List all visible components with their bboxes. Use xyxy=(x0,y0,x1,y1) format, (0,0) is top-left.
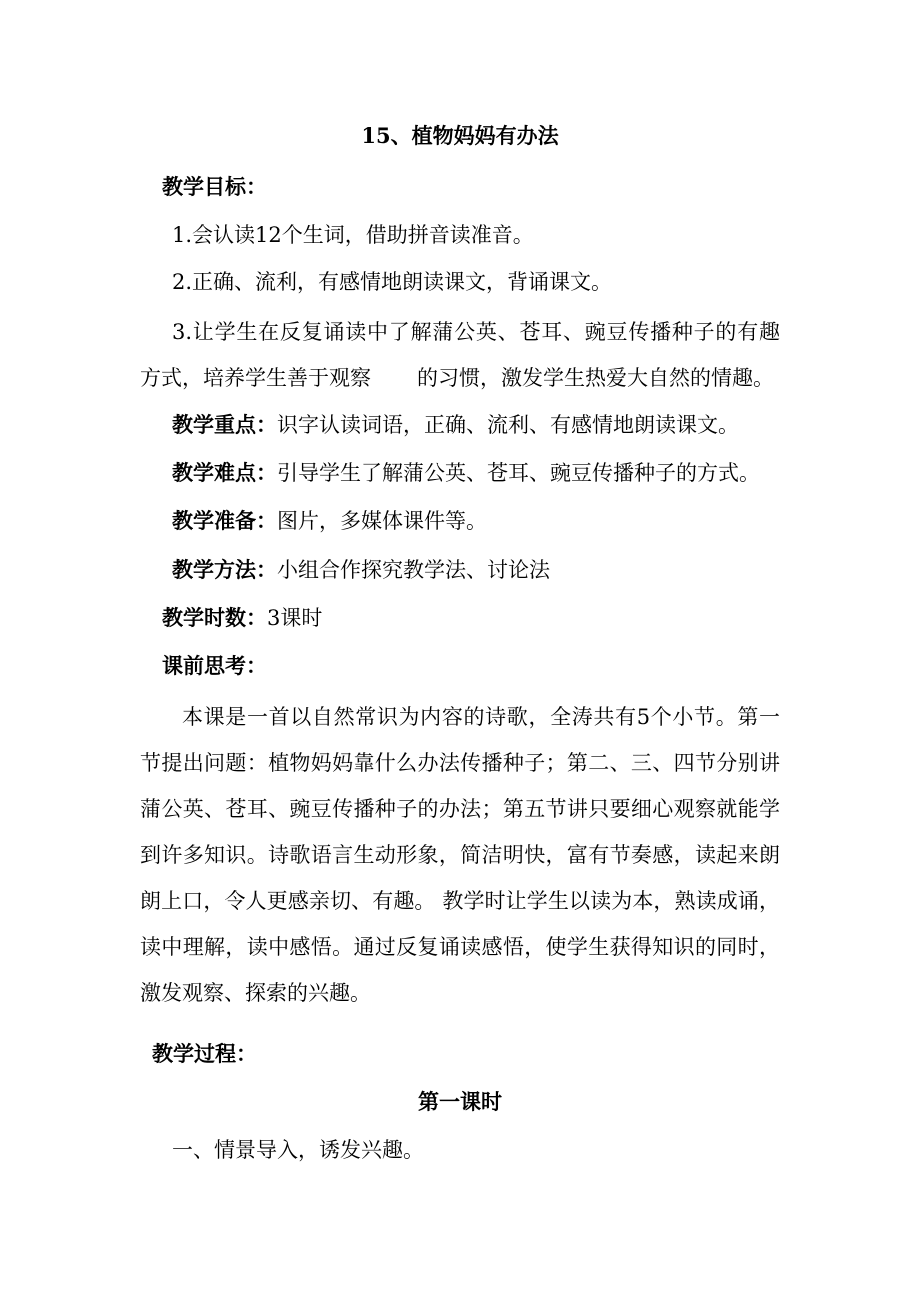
preparation-label: 教学准备： xyxy=(172,508,277,533)
difficulties-label: 教学难点： xyxy=(172,460,277,485)
goal-item-1: 1.会认读12个生词，借助拼音读准音。 xyxy=(172,223,534,247)
reflection-heading: 课前思考： xyxy=(162,653,267,678)
reflection-body: 本课是一首以自然常识为内容的诗歌，全涛共有5个小节。第一节提出问题：植物妈妈靠什么办法传播种子；第二、三、四节分别讲蒲公英、苍耳、豌豆传播种子的办法；第五节讲只要细心观察就能学到许多知识。诗歌语言生动形象，简洁明快，富有节奏感，读起来朗朗上口，令人更感亲切、有趣。 教学时让学生以读为本，熟读成诵，读中理解，读中感悟。通过反复诵读感悟，使学生获得知识的同时，激发观察、探索的兴趣。 xyxy=(140,705,780,1005)
methods-text: 小组合作探究教学法、讨论法 xyxy=(277,558,550,582)
difficulties-text: 引导学生了解蒲公英、苍耳、豌豆传播种子的方式。 xyxy=(277,461,760,485)
document-title: 15、植物妈妈有办法 xyxy=(361,123,559,148)
step-one: 一、情景导入，诱发兴趣。 xyxy=(172,1138,424,1162)
preparation-row xyxy=(172,507,487,535)
goal-item-2: 2.正确、流利，有感情地朗读课文，背诵课文。 xyxy=(172,270,613,294)
difficulties-row xyxy=(172,459,760,487)
hours-text: 3课时 xyxy=(267,606,323,630)
preparation-text: 图片，多媒体课件等。 xyxy=(277,509,487,533)
goal-item-3-text: 3.让学生在反复诵读中了解蒲公英、苍耳、豌豆传播种子的有趣方式，培养学生善于观察 xyxy=(140,320,780,390)
methods-label: 教学方法： xyxy=(172,557,277,582)
key-points-text: 识字认读词语，正确、流利、有感情地朗读课文。 xyxy=(277,413,739,437)
process-heading: 教学过程： xyxy=(152,1041,257,1066)
goals-heading: 教学目标： xyxy=(162,174,267,199)
methods-row xyxy=(172,556,550,584)
lesson-heading: 第一课时 xyxy=(418,1089,502,1114)
key-points-label: 教学重点： xyxy=(172,412,277,437)
key-points-row xyxy=(172,411,739,439)
hours-row xyxy=(162,604,322,632)
hours-label: 教学时数： xyxy=(162,605,267,630)
goal-item-3-text-end: 的习惯，激发学生热爱大自然的情趣。 xyxy=(417,366,774,390)
goal-item-3 xyxy=(140,309,780,401)
